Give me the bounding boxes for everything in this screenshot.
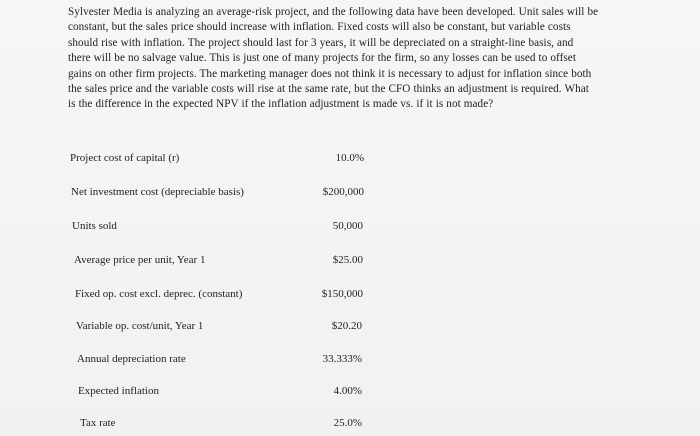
row-label: Annual depreciation rate [77,353,186,365]
problem-line: should rise with inflation. The project should last for 3 years, it will be depreciated on a straight-line basis, and [68,36,574,49]
table-row [0,186,700,204]
problem-line: there will be no salvage value. This is just one of many projects for the firm, so any losses can be used to offset [68,52,576,65]
row-label: Expected inflation [78,385,159,397]
table-row [0,353,700,371]
row-value: 4.00% [333,385,362,397]
row-value: $25.00 [332,254,363,266]
problem-line: the sales price and the variable costs will rise at the same rate, but the CFO thinks an adjustment is required. What [68,83,589,96]
row-value: 10.0% [335,152,364,164]
row-value: 33.333% [322,353,362,365]
problem-line: Sylvester Media is analyzing an average-risk project, and the following data have been developed. Unit sales will be [68,6,599,18]
table-row [0,152,700,170]
row-label: Net investment cost (depreciable basis) [71,186,244,198]
row-label: Project cost of capital (r) [70,152,180,164]
table-row [0,254,700,272]
row-label: Average price per unit, Year 1 [74,254,206,266]
row-value: $200,000 [322,186,364,198]
table-row [0,417,700,435]
table-row [0,288,700,306]
row-label: Variable op. cost/unit, Year 1 [76,320,204,332]
row-value: 25.0% [333,417,362,429]
table-row [0,220,700,238]
problem-line: constant, but the sales price should increase with inflation. Fixed costs will also be constant, but variable costs [68,21,571,34]
table-row [0,385,700,403]
problem-line: is the difference in the expected NPV if the inflation adjustment is made vs. if it is not made? [68,98,494,111]
row-value: 50,000 [332,220,363,232]
table-row [0,320,700,338]
row-label: Tax rate [80,417,116,429]
row-label: Fixed op. cost excl. deprec. (constant) [75,288,243,300]
row-value: $150,000 [321,288,363,300]
row-value: $20.20 [331,320,362,332]
problem-line: gains on other firm projects. The marketing manager does not think it is necessary to adjust for inflation since both [68,67,592,80]
row-label: Units sold [72,220,117,232]
